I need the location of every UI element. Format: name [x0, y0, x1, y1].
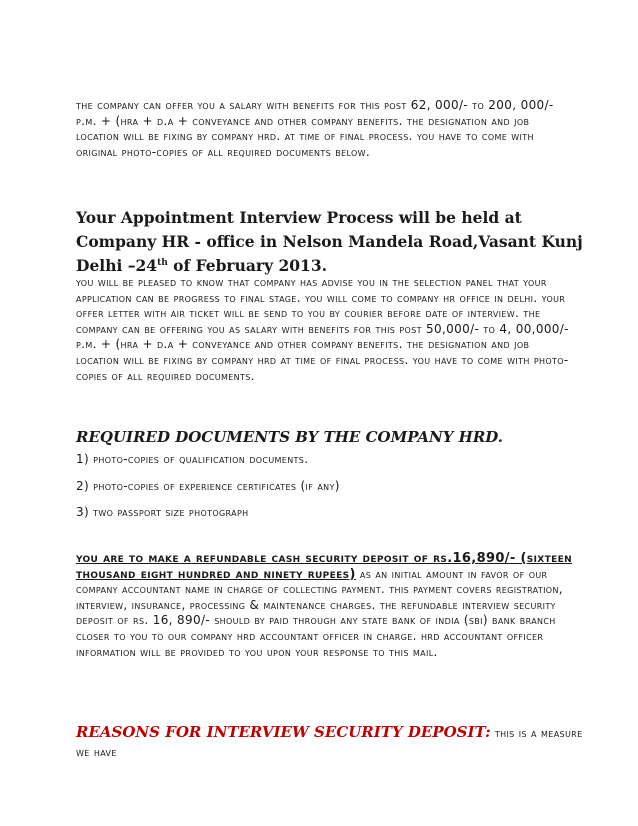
- salary-paragraph: the company can offer you a salary with benefits for this post 62, 000/- to 200, 000/- p.m. + (hra + d.a + conveyance and other company benefits. the designation and job location will be fixing by company hrd. at time of final process. you have to come with original photo-copies of all required documents below.: [76, 98, 554, 159]
- reasons-paragraph: [76, 722, 596, 760]
- document-item: 1) photo-copies of qualification documents.: [76, 452, 309, 466]
- interview-heading: [76, 206, 596, 278]
- documents-title: REQUIRED DOCUMENTS BY THE COMPANY HRD.: [76, 428, 503, 446]
- selection-paragraph: you will be pleased to know that company has advise you in the selection panel that your application can be progress to final stage. you will come to company hr office in delhi. your offer letter with air ticket will be send to you by courier before date of interview. the company can be offering you as salary with benefits for this post 50,000/- to 4, 00,000/- p.m. + (hra + d.a + conveyance and other company benefits. the designation and job location will be fixing by company hrd at time of final process. you have to come with photo-copies of all required documents.: [76, 275, 569, 383]
- heading-date-text: of February 2013.: [167, 256, 328, 275]
- deposit-amount-text: you are to make a refundable cash security deposit of rs.16,890/- (sixteen thousand eight hundred and ninety rupees): [76, 551, 572, 582]
- reasons-text: this is a measure we have: [76, 726, 583, 759]
- document-item: 2) photo-copies of experience certificates (if any): [76, 479, 340, 493]
- reasons-label: REASONS FOR INTERVIEW SECURITY DEPOSIT:: [76, 723, 491, 741]
- heading-superscript: th: [157, 258, 168, 268]
- deposit-details-text: as an initial amount in favor of our company accountant name in charge of collecting payment. this payment covers registration, interview, insurance, processing & maintenance charges. the refundable interview security deposit of rs. 16, 890/- should by paid through any state bank of india (sbi) bank branch closer to you to our company hrd accountant officer in charge. hrd accountant officer information will be provided to you upon your response to this mail.: [76, 566, 563, 659]
- heading-text: Your Appointment Interview Process will be held at Company HR - office in Nelson Mandela Road,Vasant Kunj Delhi –24: [76, 208, 583, 275]
- deposit-paragraph: [76, 551, 576, 660]
- document-item: 3) two passport size photograph: [76, 505, 249, 519]
